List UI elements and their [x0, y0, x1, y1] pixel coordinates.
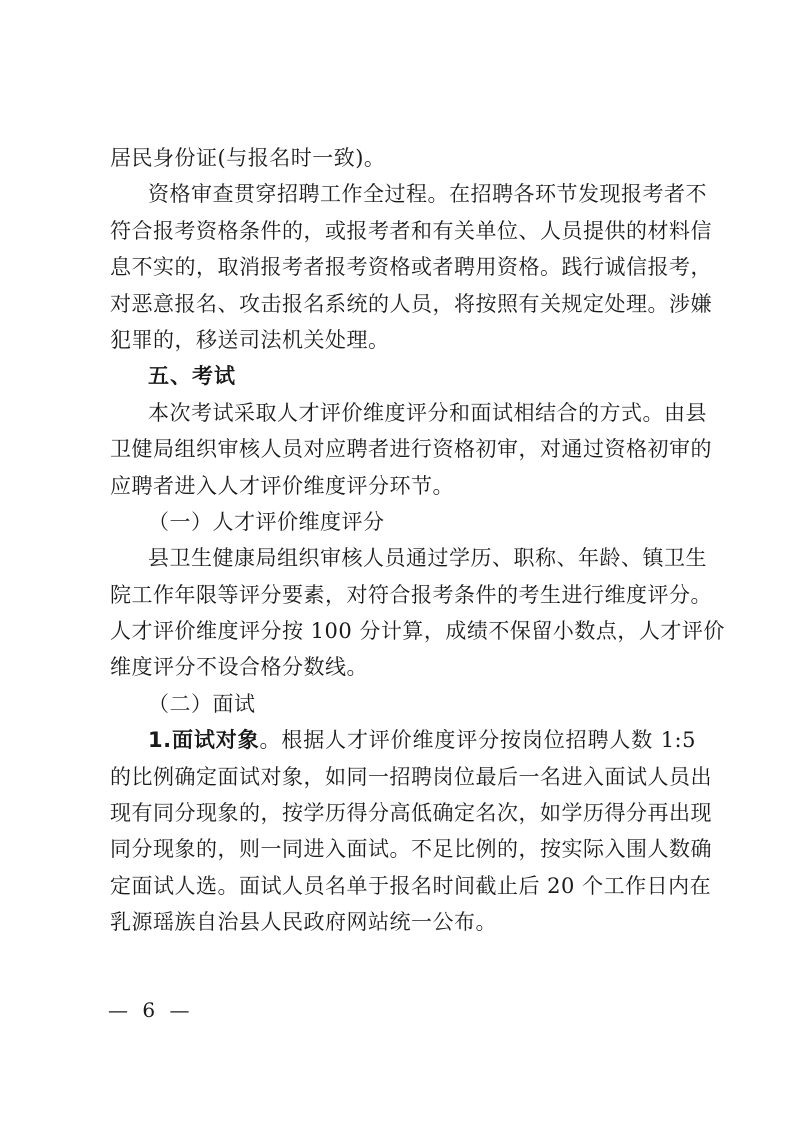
section-heading-exam: 五、考试 [148, 364, 236, 389]
paragraph-line: 居民身份证(与报名时一致)。 [110, 146, 386, 170]
talent-evaluation-paragraph [110, 540, 725, 686]
paragraph-line: 卫健局组织审核人员对应聘者进行资格初审，对通过资格初审的 [110, 437, 712, 462]
paragraph-line: 院工作年限等评分要素，对符合报考条件的考生进行维度评分。 [110, 582, 712, 607]
paragraph-line: 人才评价维度评分按 100 分计算，成绩不保留小数点，人才评价 [110, 619, 725, 644]
exam-method-paragraph [110, 395, 712, 504]
paragraph-line: 县卫生健康局组织审核人员通过学历、职称、年龄、镇卫生 [148, 546, 707, 571]
paragraph-line: 本次考试采取人才评价维度评分和面试相结合的方式。由县 [148, 400, 707, 425]
paragraph-line [110, 722, 696, 758]
subsection-heading-talent-evaluation: （一）人才评价维度评分 [148, 509, 385, 534]
paragraph-line: 应聘者进入人才评价维度评分环节。 [110, 473, 454, 498]
paragraph-line: 息不实的，取消报考者报考资格或者聘用资格。践行诚信报考， [110, 255, 712, 280]
paragraph-line: 现有同分现象的，按学历得分高低确定名次，如学历得分再出现 [110, 801, 712, 826]
paragraph-line: 对恶意报名、攻击报名系统的人员，将按照有关规定处理。涉嫌 [110, 291, 712, 316]
interview-candidates-paragraph [110, 722, 712, 940]
page-number: — 6 — [108, 998, 194, 1022]
qualification-review-paragraph [110, 176, 712, 358]
paragraph-line: 维度评分不设合格分数线。 [110, 655, 368, 680]
paragraph-line: 乳源瑶族自治县人民政府网站统一公布。 [110, 910, 497, 935]
document-page [110, 140, 725, 941]
subsection-heading-interview: （二）面试 [148, 691, 256, 716]
paragraph-line: 符合报考资格条件的，或报考者和有关单位、人员提供的材料信 [110, 218, 712, 243]
paragraph-line: 资格审查贯穿招聘工作全过程。在招聘各环节发现报考者不 [148, 182, 707, 207]
paragraph-line: 犯罪的，移送司法机关处理。 [110, 327, 390, 352]
paragraph-line: 的比例确定面试对象，如同一招聘岗位最后一名进入面试人员出 [110, 764, 712, 789]
item-text: 。根据人才评价维度评分按岗位招聘人数 1:5 [259, 728, 696, 753]
paragraph-line: 定面试人选。面试人员名单于报名时间截止后 20 个工作日内在 [110, 873, 712, 898]
item-label-interview-candidates: 1.面试对象 [148, 728, 260, 753]
paragraph-line: 同分现象的，则一同进入面试。不足比例的，按实际入围人数确 [110, 837, 712, 862]
